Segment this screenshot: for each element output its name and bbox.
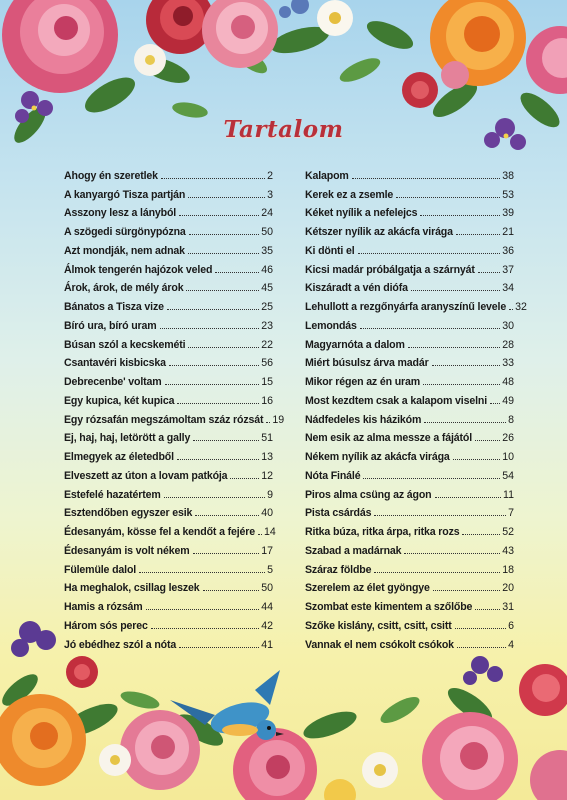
toc-entry-title: Nékem nyílik az akácfa virága: [305, 451, 450, 463]
dot-leader: [433, 590, 500, 591]
toc-entry: [64, 313, 273, 332]
toc-entry-page: 6: [508, 619, 514, 632]
dot-leader: [266, 422, 270, 423]
toc-entry-title: Pista csárdás: [305, 507, 372, 520]
toc-entry-page: 32: [515, 301, 527, 313]
dot-leader: [177, 403, 259, 404]
toc-entry-title: A szögedi sürgönypózna: [64, 226, 186, 238]
toc-entry: [64, 594, 273, 613]
toc-entry: [64, 613, 273, 632]
dot-leader: [509, 309, 513, 310]
toc-entry-page: 51: [261, 432, 273, 445]
dot-leader: [455, 628, 506, 629]
toc-entry-page: 38: [502, 169, 514, 182]
floral-border-top: [0, 0, 567, 170]
toc-entry-page: 18: [502, 563, 514, 576]
toc-entry-title: Miért búsulsz árva madár: [305, 357, 429, 370]
toc-entry-title: Debrecenbe' voltam: [64, 376, 162, 388]
toc-entry-title: Egy rózsafán megszámoltam száz rózsát: [64, 413, 264, 426]
toc-entry-page: 26: [502, 432, 514, 445]
toc-entry-page: 20: [502, 582, 514, 595]
toc-entry-title: Lehullott a rezgőnyárfa aranyszínű levele: [305, 301, 507, 313]
toc-entry-title: Elveszett az úton a lovam patkója: [64, 469, 228, 482]
toc-entry-page: 17: [261, 544, 273, 557]
dot-leader: [423, 384, 500, 385]
toc-entry-page: 9: [267, 488, 273, 501]
dot-leader: [358, 253, 501, 254]
dot-leader: [411, 290, 500, 291]
toc-entry-title: Ha meghalok, csillag leszek: [64, 582, 200, 595]
dot-leader: [432, 365, 501, 366]
toc-entry-page: 10: [502, 451, 514, 463]
toc-entry: [64, 407, 285, 426]
toc-entry-title: Szombat este kimentem a szőlőbe: [305, 601, 473, 613]
toc-entry-title: Esztendőben egyszer esik: [64, 507, 193, 520]
toc-column-right: [305, 163, 527, 651]
toc-entry: [64, 219, 273, 238]
dot-leader: [188, 253, 259, 254]
dot-leader: [195, 515, 259, 516]
dot-leader: [374, 515, 506, 516]
toc-entry: [305, 182, 514, 201]
toc-entry-page: 49: [502, 394, 514, 407]
toc-entry-page: 41: [261, 638, 273, 651]
toc-entry: [64, 463, 273, 482]
dot-leader: [215, 272, 259, 273]
toc-entry: [305, 257, 514, 276]
dot-leader: [363, 478, 500, 479]
dot-leader: [161, 178, 265, 179]
toc-entry: [305, 201, 514, 220]
toc-entry: [305, 163, 514, 182]
toc-entry-page: 7: [508, 507, 514, 520]
dot-leader: [203, 590, 260, 591]
dot-leader: [435, 497, 501, 498]
dot-leader: [478, 272, 500, 273]
toc-entry: [305, 426, 514, 445]
toc-entry-page: 16: [261, 394, 273, 407]
toc-entry-page: 21: [502, 226, 514, 238]
toc-entry: [64, 201, 273, 220]
toc-entry-title: Bíró ura, bíró uram: [64, 319, 157, 332]
toc-entry-title: Magyarnóta a dalom: [305, 338, 405, 351]
toc-entry-page: 35: [261, 244, 273, 257]
toc-entry: [64, 276, 273, 295]
toc-entry-title: Csantavéri kisbicska: [64, 357, 166, 370]
toc-entry-title: Vannak el nem csókolt csókok: [305, 638, 454, 651]
dot-leader: [374, 572, 500, 573]
toc-entry-title: Elmegyek az életedből: [64, 451, 174, 463]
toc-entry: [305, 482, 514, 501]
toc-entry-page: 12: [261, 469, 273, 482]
toc-entry-page: 19: [272, 413, 285, 426]
toc-entry-title: Azt mondják, nem adnak: [64, 244, 185, 257]
toc-entry: [305, 313, 514, 332]
toc-entry-page: 54: [502, 469, 514, 482]
dot-leader: [352, 178, 501, 179]
toc-entry-page: 43: [502, 544, 514, 557]
dot-leader: [151, 628, 259, 629]
dot-leader: [230, 478, 259, 479]
toc-entry: [64, 632, 273, 651]
toc-entry: [305, 501, 514, 520]
toc-entry: [64, 163, 273, 182]
toc-entry-page: 31: [502, 601, 514, 613]
toc-entry: [64, 351, 273, 370]
toc-entry: [64, 388, 273, 407]
toc-entry-page: 5: [267, 563, 273, 576]
toc-entry: [64, 182, 273, 201]
toc-entry-title: Ej, haj, haj, letörött a gally: [64, 432, 191, 445]
toc-entry-title: Kicsi madár próbálgatja a szárnyát: [305, 263, 475, 276]
toc-entry-page: 36: [502, 244, 514, 257]
toc-entry: [64, 369, 273, 388]
dot-leader: [169, 365, 259, 366]
toc-entry-title: Édesanyám is volt nékem: [64, 544, 190, 557]
toc-entry: [64, 557, 273, 576]
toc-entry-page: 23: [261, 319, 273, 332]
toc-entry-title: Hamis a rózsám: [64, 601, 143, 613]
toc-entry-title: Kéket nyílik a nefelejcs: [305, 207, 418, 220]
toc-entry-page: 44: [261, 601, 273, 613]
toc-entry-page: 56: [261, 357, 273, 370]
toc-entry-page: 53: [502, 188, 514, 201]
toc-entry: [64, 538, 273, 557]
dot-leader: [179, 647, 259, 648]
toc-entry-title: Szerelem az élet gyöngye: [305, 582, 430, 595]
toc-entry: [305, 276, 514, 295]
toc-entry-title: Édesanyám, kösse fel a kendőt a fejére: [64, 526, 255, 538]
toc-entry-title: Kerek ez a zsemle: [305, 188, 394, 201]
toc-entry: [305, 519, 514, 538]
toc-entry-page: 25: [261, 301, 273, 313]
toc-entry-title: Kiszáradt a vén diófa: [305, 282, 408, 295]
dot-leader: [462, 534, 500, 535]
toc-entry-title: Egy kupica, két kupica: [64, 394, 175, 407]
toc-entry: [64, 332, 273, 351]
toc-entry-title: Mikor régen az én uram: [305, 376, 421, 388]
toc-entry: [305, 594, 514, 613]
toc-entry-page: 22: [261, 338, 273, 351]
toc-entry-title: Piros alma csüng az ágon: [305, 488, 432, 501]
dot-leader: [179, 215, 259, 216]
toc-entry-title: Álmok tengerén hajózok veled: [64, 263, 213, 276]
toc-entry-title: Három sós perec: [64, 619, 148, 632]
toc-entry-title: Lemondás: [305, 319, 357, 332]
toc-entry-page: 50: [261, 582, 273, 595]
toc-entry: [305, 613, 514, 632]
toc-entry-title: Ritka búza, ritka árpa, ritka rozs: [305, 526, 460, 538]
dot-leader: [408, 347, 500, 348]
toc-entry-page: 2: [267, 169, 273, 182]
toc-entry-title: Estefelé hazatértem: [64, 488, 161, 501]
toc-entry: [305, 351, 514, 370]
toc-entry-page: 46: [261, 263, 273, 276]
dot-leader: [420, 215, 500, 216]
toc-entry: [64, 426, 273, 445]
toc-entry-page: 39: [502, 207, 514, 220]
dot-leader: [186, 290, 259, 291]
dot-leader: [490, 403, 500, 404]
table-of-contents: [64, 163, 527, 651]
dot-leader: [165, 384, 260, 385]
dot-leader: [193, 553, 260, 554]
toc-entry-page: 4: [508, 638, 514, 651]
toc-entry: [305, 407, 514, 426]
toc-entry: [64, 238, 273, 257]
toc-entry-title: Most kezdtem csak a kalapom viselni: [305, 394, 487, 407]
toc-entry-title: Asszony lesz a lányból: [64, 207, 177, 220]
dot-leader: [193, 440, 259, 441]
dot-leader: [167, 309, 259, 310]
dot-leader: [396, 197, 500, 198]
toc-entry-page: 48: [502, 376, 514, 388]
toc-entry: [64, 576, 273, 595]
dot-leader: [189, 234, 260, 235]
toc-entry-page: 28: [502, 338, 514, 351]
toc-entry-title: Ki dönti el: [305, 244, 355, 257]
dot-leader: [177, 459, 259, 460]
dot-leader: [453, 459, 501, 460]
toc-entry: [305, 444, 514, 463]
dot-leader: [258, 534, 262, 535]
toc-entry-title: Nádfedeles kis házikóm: [305, 413, 422, 426]
toc-entry: [305, 332, 514, 351]
toc-entry-title: Fülemüle dalol: [64, 563, 137, 576]
toc-entry-title: Nóta Finálé: [305, 469, 361, 482]
toc-entry-title: Árok, árok, de mély árok: [64, 282, 184, 295]
dot-leader: [188, 197, 265, 198]
dot-leader: [160, 328, 260, 329]
toc-entry-title: Jó ebédhez szól a nóta: [64, 638, 177, 651]
dot-leader: [457, 647, 506, 648]
toc-entry-page: 37: [502, 263, 514, 276]
dot-leader: [360, 328, 500, 329]
toc-entry: [64, 444, 273, 463]
toc-entry: [305, 576, 514, 595]
toc-entry-page: 42: [261, 619, 273, 632]
dot-leader: [139, 572, 265, 573]
dot-leader: [456, 234, 500, 235]
toc-entry-title: Száraz földbe: [305, 563, 372, 576]
toc-entry-page: 13: [261, 451, 273, 463]
dot-leader: [475, 609, 500, 610]
toc-entry-page: 30: [502, 319, 514, 332]
toc-entry-page: 15: [261, 376, 273, 388]
dot-leader: [188, 347, 259, 348]
toc-entry-page: 40: [261, 507, 273, 520]
toc-entry-title: Kalapom: [305, 169, 349, 182]
toc-entry: [64, 294, 273, 313]
toc-entry: [305, 369, 514, 388]
dot-leader: [404, 553, 500, 554]
toc-entry-page: 3: [267, 188, 273, 201]
toc-column-left: [64, 163, 285, 651]
toc-entry: [64, 519, 276, 538]
toc-entry-title: Szabad a madárnak: [305, 544, 402, 557]
toc-entry-title: Ahogy én szeretlek: [64, 169, 158, 182]
toc-entry-page: 14: [263, 526, 276, 538]
toc-entry-title: A kanyargó Tisza partján: [64, 188, 186, 201]
toc-entry-title: Kétszer nyílik az akácfa virága: [305, 226, 453, 238]
dot-leader: [475, 440, 500, 441]
toc-entry: [305, 238, 514, 257]
toc-entry-page: 24: [261, 207, 273, 220]
toc-entry-page: 52: [502, 526, 514, 538]
toc-entry-page: 11: [503, 488, 514, 501]
toc-entry-page: 8: [508, 413, 514, 426]
toc-entry-page: 33: [502, 357, 514, 370]
toc-entry: [305, 388, 514, 407]
toc-entry: [305, 632, 514, 651]
toc-entry-title: Nem esik az alma messze a fájától: [305, 432, 472, 445]
dot-leader: [146, 609, 260, 610]
toc-entry-page: 34: [502, 282, 514, 295]
toc-entry: [305, 294, 527, 313]
page-title: Tartalom: [223, 116, 344, 143]
toc-entry-page: 45: [261, 282, 273, 295]
toc-entry-title: Búsan szól a kecskeméti: [64, 338, 186, 351]
toc-entry: [305, 538, 514, 557]
toc-entry: [64, 501, 273, 520]
dot-leader: [164, 497, 265, 498]
toc-entry: [305, 219, 514, 238]
toc-entry-title: Bánatos a Tisza vize: [64, 301, 164, 313]
toc-entry-page: 50: [261, 226, 273, 238]
toc-entry: [64, 257, 273, 276]
toc-entry-title: Szőke kislány, csitt, csitt, csitt: [305, 619, 452, 632]
toc-entry: [305, 463, 514, 482]
toc-entry: [305, 557, 514, 576]
dot-leader: [424, 422, 506, 423]
toc-entry: [64, 482, 273, 501]
